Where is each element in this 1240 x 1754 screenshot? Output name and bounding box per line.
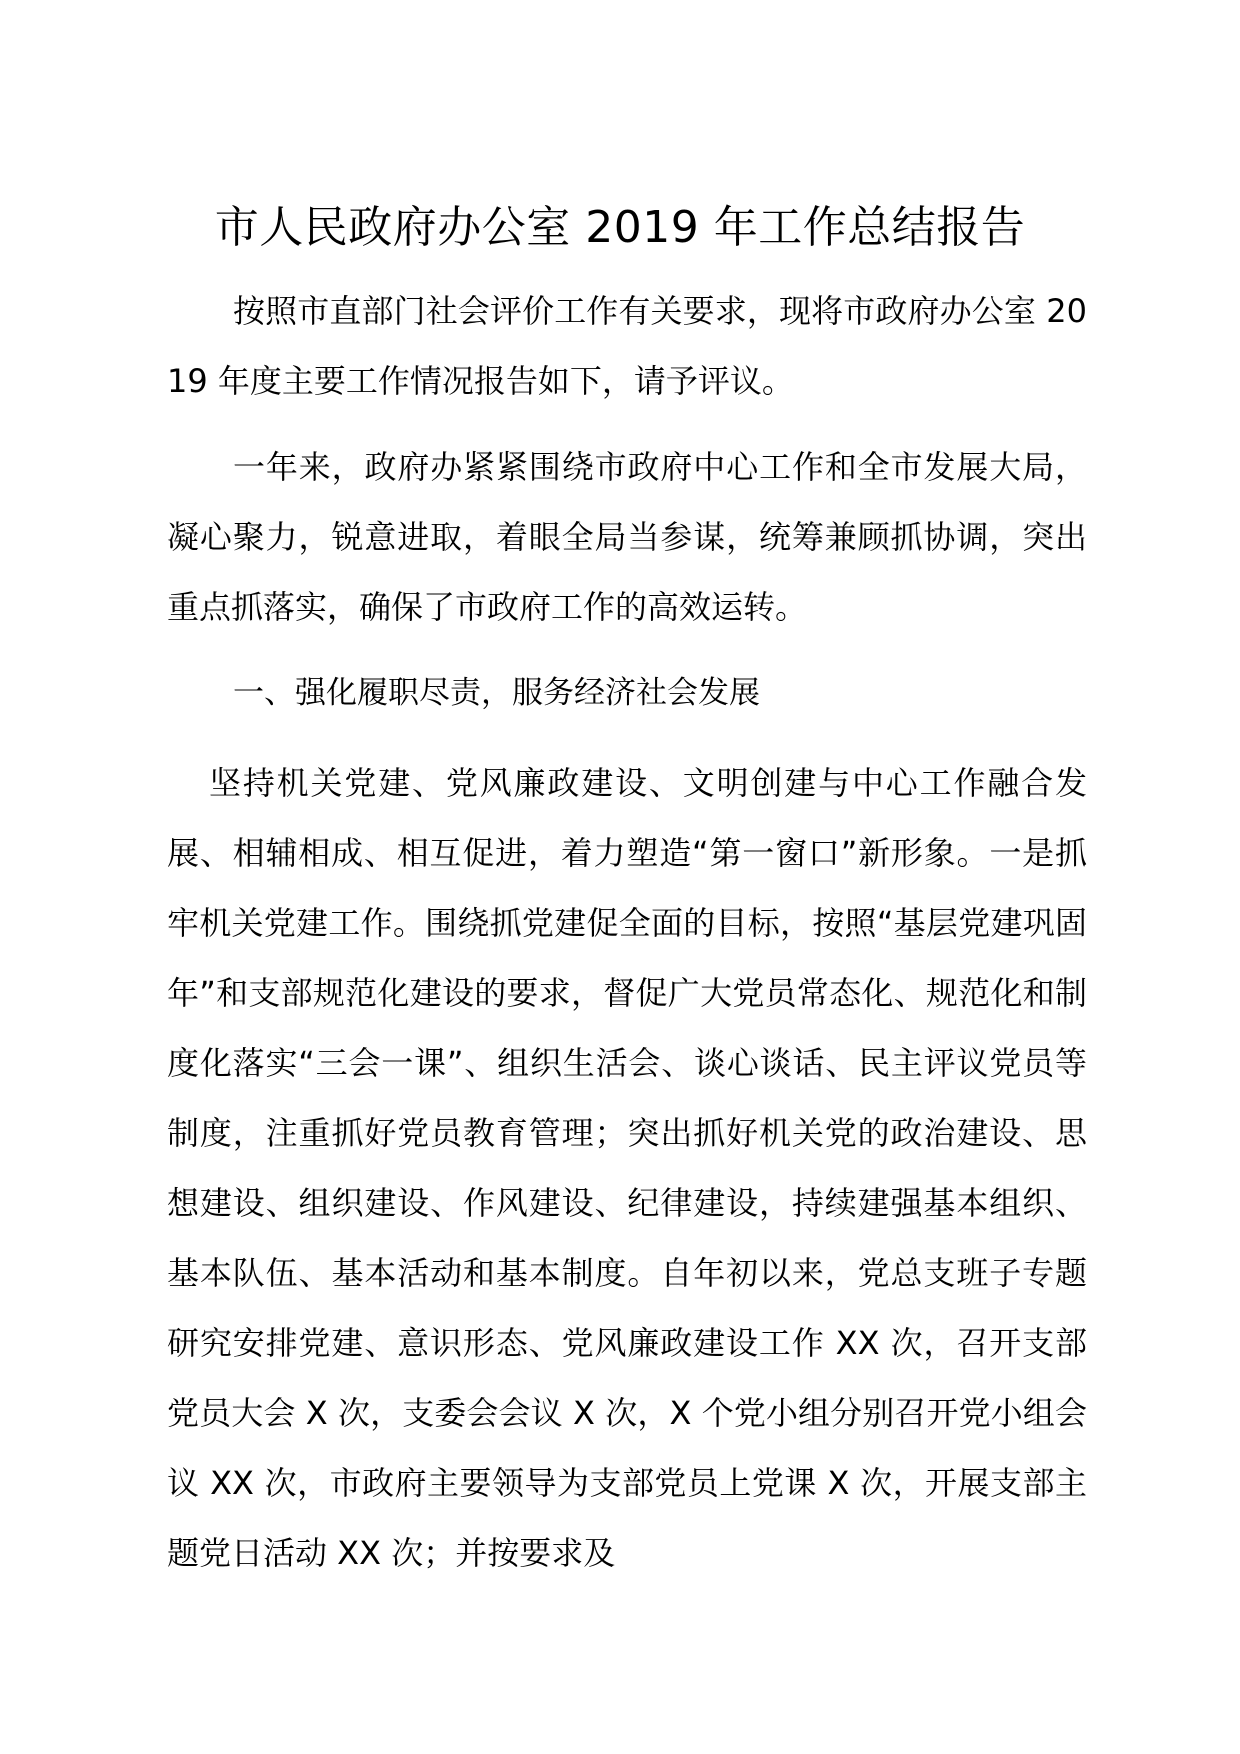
section-paragraph: 坚持机关党建、党风廉政建设、文明创建与中心工作融合发展、相辅相成、相互促进，着力塑造“第一窗口”新形象。一是抓牢机关党建工作。围绕抓党建促全面的目标，按照“基层党建巩固年”和支部规范化建设的要求，督促广大党员常态化、规范化和制度化落实“三会一课”、组织生活会、谈心谈话、民主评议党员等制度，注重抓好党员教育管理；突出抓好机关党的政治建设、思想建设、组织建设、作风建设、纪律建设，持续建强基本组织、基本队伍、基本活动和基本制度。自年初以来，党总支班子专题研究安排党建、意识形态、党风廉政建设工作 XX 次，召开支部党员大会 X 次，支委会会议 X 次，X 个党小组分别召开党小组会议 XX 次，市政府主要领导为支部党员上党课 X 次，开展支部主题党日活动 XX 次；并按要求及	[167, 764, 1087, 1572]
summary-paragraph: 一年来，政府办紧紧围绕市政府中心工作和全市发展大局，凝心聚力，锐意进取，着眼全局当参谋，统筹兼顾抓协调，突出重点抓落实，确保了市政府工作的高效运转。	[167, 448, 1087, 626]
document-title: 市人民政府办公室 2019 年工作总结报告	[214, 202, 1026, 253]
document-body	[167, 276, 1087, 1604]
intro-paragraph: 按照市直部门社会评价工作有关要求，现将市政府办公室 2019 年度主要工作情况报告如下，请予评议。	[167, 292, 1087, 400]
section-heading: 一、强化履职尽责，服务经济社会发展	[233, 675, 760, 711]
